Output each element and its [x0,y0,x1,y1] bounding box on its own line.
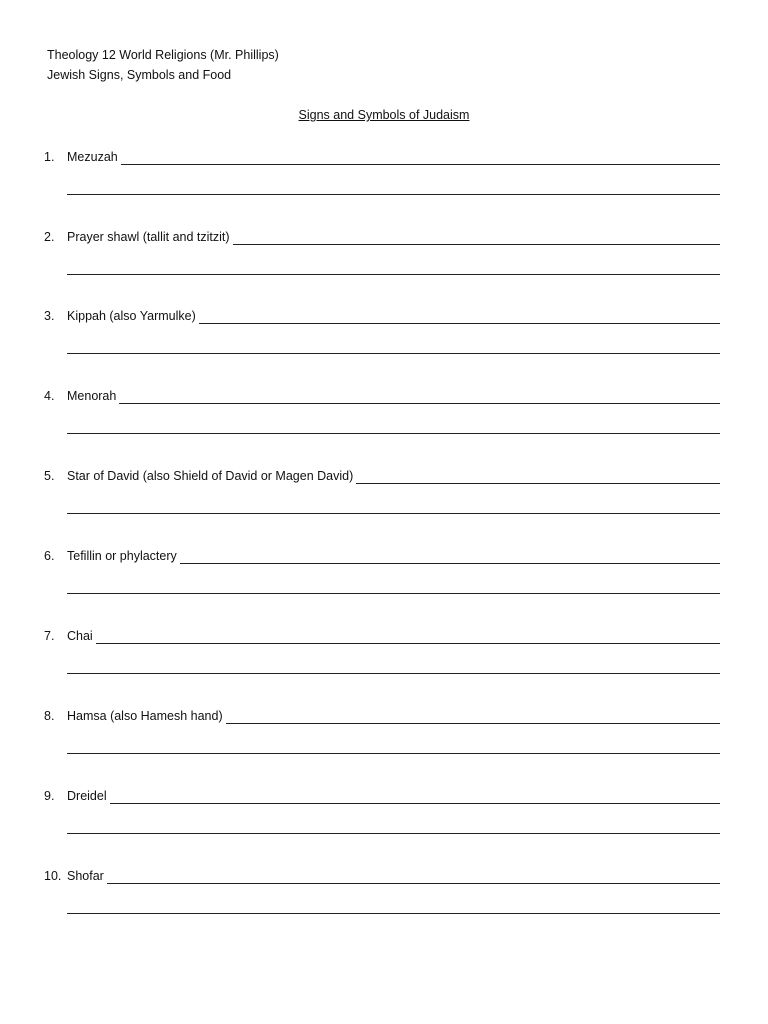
answer-blank-line[interactable] [67,194,720,195]
item-row [67,149,720,165]
list-item [0,308,768,368]
list-item [0,548,768,608]
worksheet-topic: Jewish Signs, Symbols and Food [47,68,232,82]
item-label: Kippah (also Yarmulke) [67,309,196,323]
item-number: 9. [44,789,55,803]
item-row [67,229,720,245]
section-title: Signs and Symbols of Judaism [298,108,470,122]
item-label: Prayer shawl (tallit and tzitzit) [67,230,230,244]
answer-blank-line[interactable] [67,433,720,434]
answer-blank-line[interactable] [67,274,720,275]
course-title: Theology 12 World Religions (Mr. Phillips) [47,48,279,62]
item-label: Star of David (also Shield of David or Magen David) [67,469,354,483]
item-row [67,708,720,724]
item-number: 2. [44,230,55,244]
item-number: 10. [44,869,62,883]
item-row [67,868,720,884]
answer-blank-inline[interactable] [356,470,720,484]
list-item [0,868,768,928]
answer-blank-inline[interactable] [180,550,720,564]
answer-blank-line[interactable] [67,833,720,834]
answer-blank-line[interactable] [67,753,720,754]
item-label: Dreidel [67,789,107,803]
item-number: 5. [44,469,55,483]
item-label: Chai [67,629,93,643]
item-row [67,788,720,804]
item-number: 7. [44,629,55,643]
item-label: Tefillin or phylactery [67,549,177,563]
item-label: Menorah [67,389,117,403]
item-row [67,468,720,484]
answer-blank-inline[interactable] [233,231,720,245]
answer-blank-line[interactable] [67,513,720,514]
item-label: Shofar [67,869,104,883]
item-row [67,388,720,404]
list-item [0,628,768,688]
list-item [0,149,768,209]
item-number: 6. [44,549,55,563]
answer-blank-inline[interactable] [121,151,720,165]
list-item [0,708,768,768]
item-row [67,548,720,564]
list-item [0,388,768,448]
item-row [67,308,720,324]
answer-blank-inline[interactable] [199,310,720,324]
answer-blank-inline[interactable] [226,710,720,724]
answer-blank-inline[interactable] [107,870,720,884]
item-number: 8. [44,709,55,723]
item-number: 3. [44,309,55,323]
answer-blank-line[interactable] [67,593,720,594]
list-item [0,788,768,848]
answer-blank-inline[interactable] [110,790,720,804]
answer-blank-line[interactable] [67,673,720,674]
list-item [0,468,768,528]
item-label: Mezuzah [67,150,118,164]
list-item [0,229,768,289]
item-row [67,628,720,644]
answer-blank-line[interactable] [67,353,720,354]
answer-blank-inline[interactable] [96,630,720,644]
answer-blank-line[interactable] [67,913,720,914]
item-number: 4. [44,389,55,403]
answer-blank-inline[interactable] [119,390,720,404]
item-number: 1. [44,150,55,164]
item-label: Hamsa (also Hamesh hand) [67,709,223,723]
